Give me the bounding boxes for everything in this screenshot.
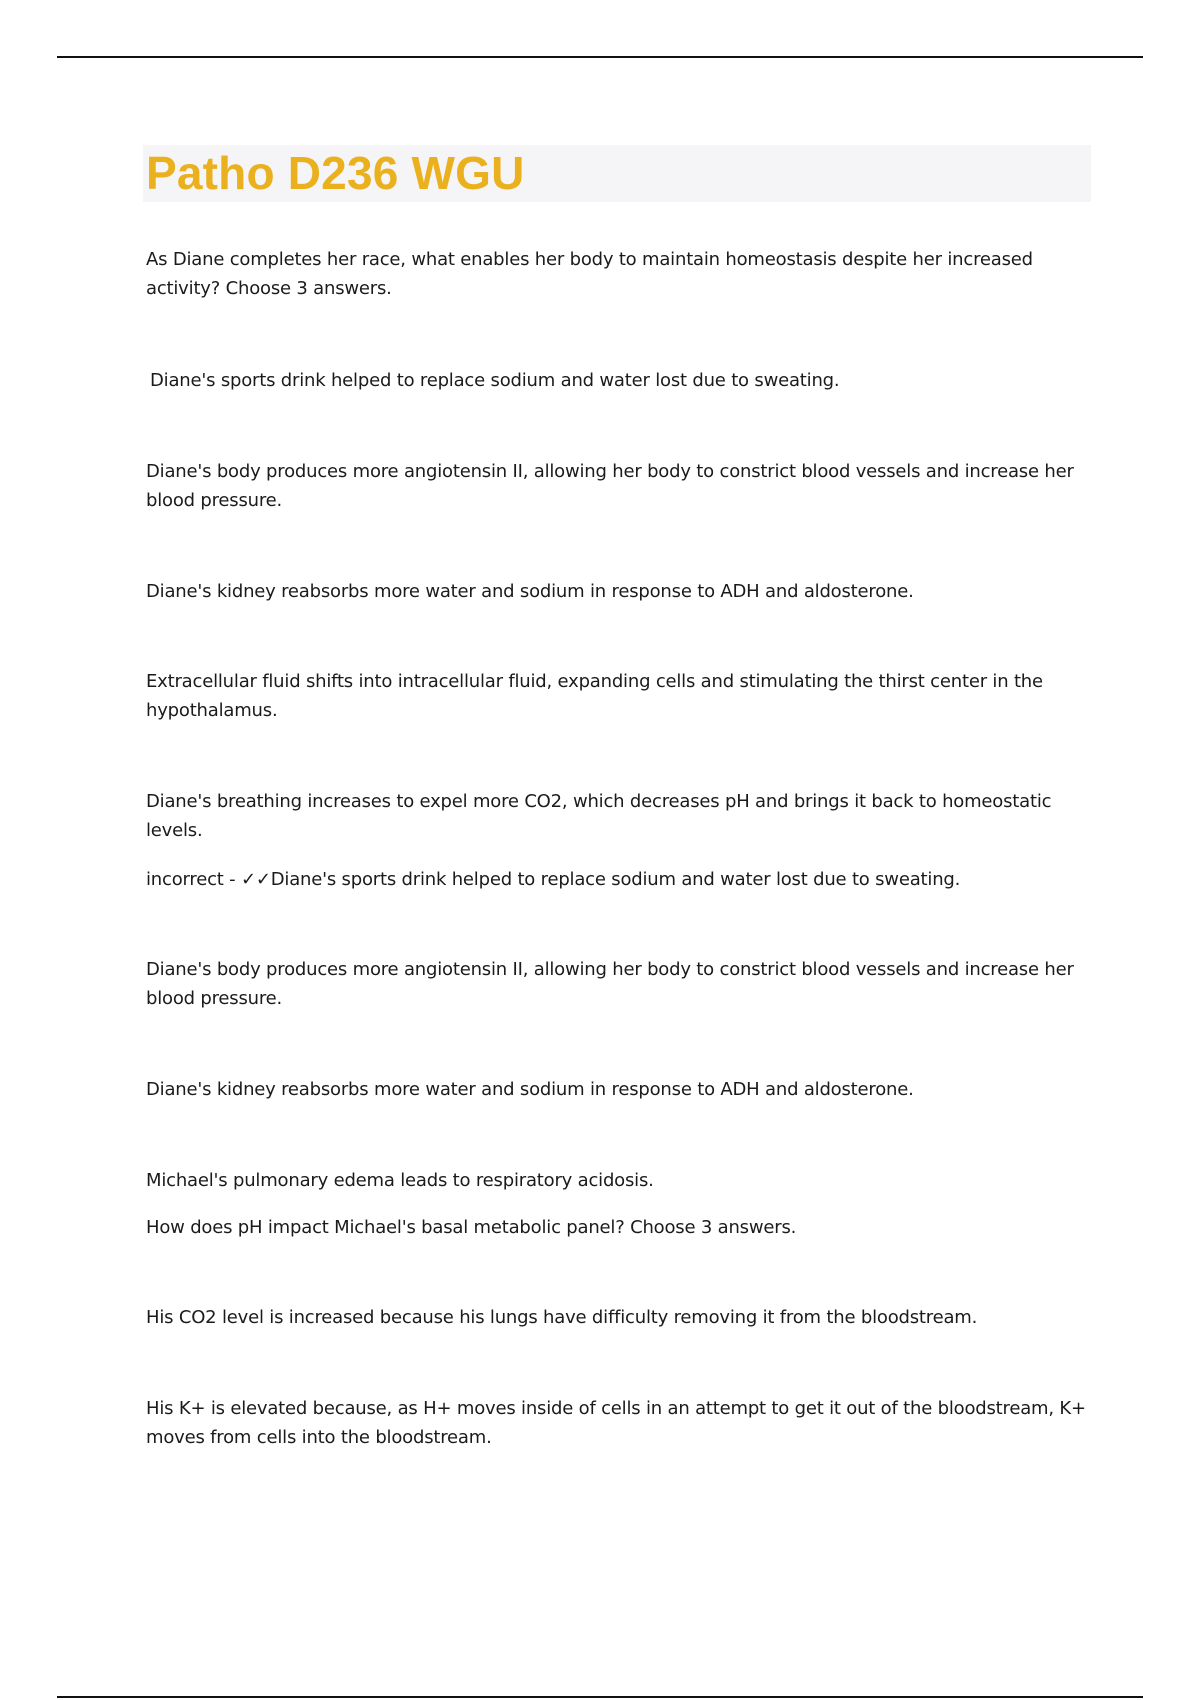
question-michael: How does pH impact Michael's basal metabolic panel? Choose 3 answers. — [146, 1217, 797, 1238]
option-co2: His CO2 level is increased because his lungs have difficulty removing it from the bloodstream. — [146, 1307, 978, 1328]
option-potassium: His K+ is elevated because, as H+ moves inside of cells in an attempt to get it out of the bloodstream, K+ moves from cells into the bloodstream. — [146, 1398, 1086, 1448]
question-michael-context: Michael's pulmonary edema leads to respiratory acidosis. — [146, 1170, 654, 1191]
header-rule — [57, 56, 1143, 58]
answer-kidney: Diane's kidney reabsorbs more water and sodium in response to ADH and aldosterone. — [146, 1079, 914, 1100]
option-fluid-shift: Extracellular fluid shifts into intracellular fluid, expanding cells and stimulating the thirst center in the hypothalamus. — [146, 671, 1043, 721]
answer-incorrect: incorrect - ✓✓Diane's sports drink helped to replace sodium and water lost due to sweating. — [146, 869, 961, 890]
option-sports-drink: Diane's sports drink helped to replace sodium and water lost due to sweating. — [150, 370, 840, 391]
answer-angiotensin: Diane's body produces more angiotensin II, allowing her body to constrict blood vessels and increase her blood pressure. — [146, 959, 1074, 1009]
option-angiotensin: Diane's body produces more angiotensin II, allowing her body to constrict blood vessels and increase her blood pressure. — [146, 461, 1074, 511]
document-title: Patho D236 WGU — [146, 147, 525, 199]
footer-rule — [57, 1696, 1143, 1698]
option-kidney: Diane's kidney reabsorbs more water and sodium in response to ADH and aldosterone. — [146, 581, 914, 602]
option-breathing: Diane's breathing increases to expel more CO2, which decreases pH and brings it back to homeostatic levels. — [146, 791, 1052, 841]
question-diane: As Diane completes her race, what enables her body to maintain homeostasis despite her increased activity? Choose 3 answers. — [146, 249, 1033, 299]
